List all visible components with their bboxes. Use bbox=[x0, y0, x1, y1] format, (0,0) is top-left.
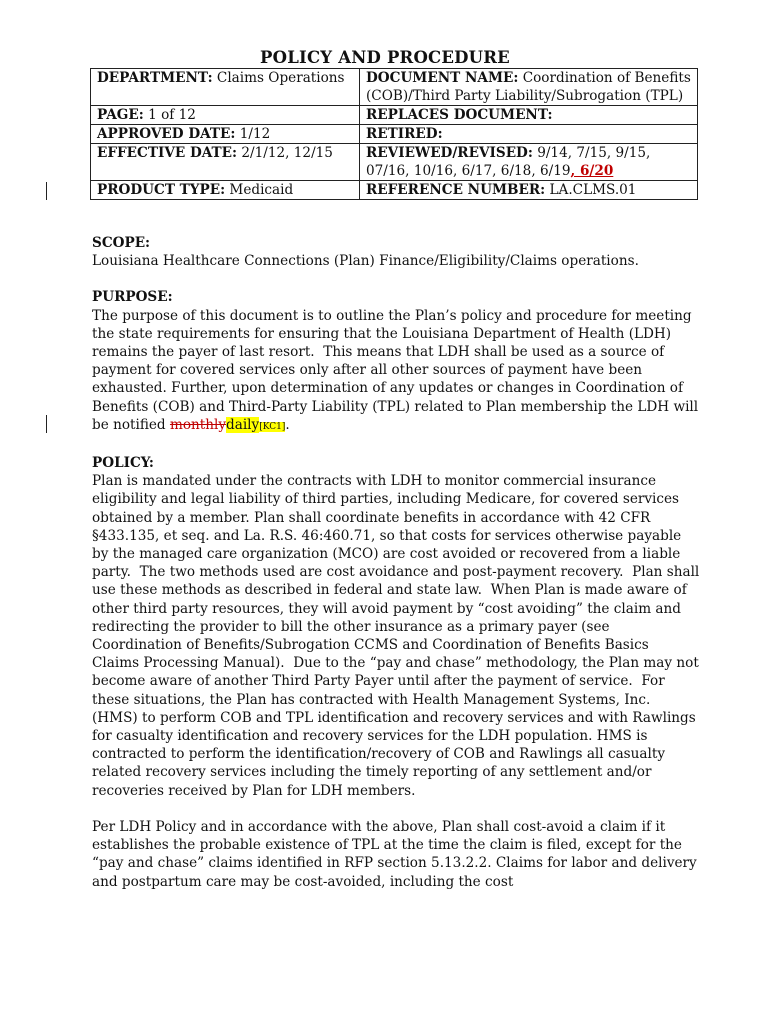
product-value: Medicaid bbox=[229, 182, 294, 198]
department-value: Claims Operations bbox=[216, 70, 345, 86]
document-name-value: Coordination of Benefits (COB)/Third Party Liability/Subrogation (TPL) bbox=[366, 70, 691, 104]
purpose-paragraph bbox=[92, 307, 703, 436]
product-label: PRODUCT TYPE: bbox=[97, 182, 226, 198]
policy-heading: POLICY: bbox=[92, 455, 154, 472]
change-bar bbox=[46, 415, 47, 433]
approved-label: APPROVED DATE: bbox=[97, 126, 236, 142]
policy-paragraph-2: Per LDH Policy and in accordance with the above, Plan shall cost-avoid a claim if it establishes the probable existence of TPL at the time the claim is filed, except for the “pay and chase” claims identified in RFP section 5.13.2.2. Claims for labor and delivery and postpartum care may be cost-avoided, including the cost bbox=[92, 818, 702, 890]
scope-heading: SCOPE: bbox=[92, 235, 151, 251]
replaces-cell bbox=[360, 106, 698, 125]
page-cell bbox=[91, 106, 360, 125]
purpose-section bbox=[92, 288, 703, 436]
replaces-label: REPLACES DOCUMENT: bbox=[366, 107, 553, 123]
document-title: POLICY AND PROCEDURE bbox=[260, 48, 510, 67]
purpose-end: . bbox=[285, 416, 290, 433]
scope-section bbox=[92, 234, 700, 270]
page-value: 1 of 12 bbox=[148, 107, 196, 123]
approved-cell bbox=[91, 125, 360, 144]
policy-paragraph-1: Plan is mandated under the contracts with LDH to monitor commercial insurance eligibility and legal liability of third parties, including Medicare, for covered services obtained by a member. Plan shall coordinate benefits in accordance with 42 CFR §433.135, et seq. and La. R.S. 46:460.71, so that costs for services otherwise payable by the managed care organization (MCO) are cost avoided or recovered from a liable party. The two methods used are cost avoidance and post-payment recovery. Plan shall use these methods as described in federal and state law. When Plan is made aware of other third party resources, they will avoid payment by “cost avoiding” the claim and redirecting the provider to bill the other insurance as a primary payer (see Coordination of Benefits/Subrogation CCMS and Coordination of Benefits Basics Claims Processing Manual). Due to the “pay and chase” methodology, the Plan may not become aware of another Third Party Payer until after the payment of service. For these situations, the Plan has contracted with Health Management Systems, Inc. (HMS) to perform COB and TPL identification and recovery services and with Rawlings for casualty identification and recovery services for the LDH population. HMS is contracted to perform the identification/recovery of COB and Rawlings all casualty related recovery services including the timely reporting of any settlement and/or recoveries received by Plan for LDH members. bbox=[92, 473, 704, 799]
reviewed-inserted-revision: , 6/20 bbox=[570, 163, 614, 179]
retired-label: RETIRED: bbox=[366, 126, 443, 142]
effective-cell bbox=[91, 144, 360, 181]
inserted-text: daily bbox=[226, 416, 260, 433]
reference-cell bbox=[360, 181, 698, 200]
product-cell bbox=[91, 181, 360, 200]
page-label: PAGE: bbox=[97, 107, 144, 123]
document-name-label: DOCUMENT NAME: bbox=[366, 70, 519, 86]
purpose-heading: PURPOSE: bbox=[92, 289, 173, 306]
policy-section bbox=[92, 454, 704, 891]
reference-value: LA.CLMS.01 bbox=[549, 182, 637, 198]
department-label: DEPARTMENT: bbox=[97, 70, 213, 86]
department-cell bbox=[91, 69, 360, 106]
comment-marker[interactable]: [KC1] bbox=[259, 421, 286, 432]
change-bar bbox=[46, 182, 47, 200]
retired-cell bbox=[360, 125, 698, 144]
document-body bbox=[92, 234, 704, 909]
scope-text: Louisiana Healthcare Connections (Plan) Finance/Eligibility/Claims operations. bbox=[92, 253, 639, 270]
reference-label: REFERENCE NUMBER: bbox=[366, 182, 546, 198]
reviewed-value: 9/14, 7/15, 9/15, 07/16, 10/16, 6/17, 6/18, 6/19 bbox=[366, 145, 651, 179]
effective-label: EFFECTIVE DATE: bbox=[97, 145, 238, 161]
header-table bbox=[90, 68, 698, 200]
effective-value: 2/1/12, 12/15 bbox=[241, 145, 333, 161]
purpose-text: The purpose of this document is to outline the Plan’s policy and procedure for meeting the state requirements for ensuring that the Louisiana Department of Health (LDH) remains the payer of last resort. This means that LDH shall be used as a source of payment for covered services only after all other sources of payment have been exhausted. Further, upon determination of any updates or changes in Coordination of Benefits (COB) and Third-Party Liability (TPL) related to Plan membership the LDH will be notified bbox=[92, 307, 703, 433]
reviewed-cell bbox=[360, 144, 698, 181]
approved-value: 1/12 bbox=[239, 126, 271, 142]
deleted-text: monthly bbox=[169, 416, 227, 433]
document-name-cell bbox=[360, 69, 698, 106]
reviewed-label: REVIEWED/REVISED: bbox=[366, 145, 533, 161]
